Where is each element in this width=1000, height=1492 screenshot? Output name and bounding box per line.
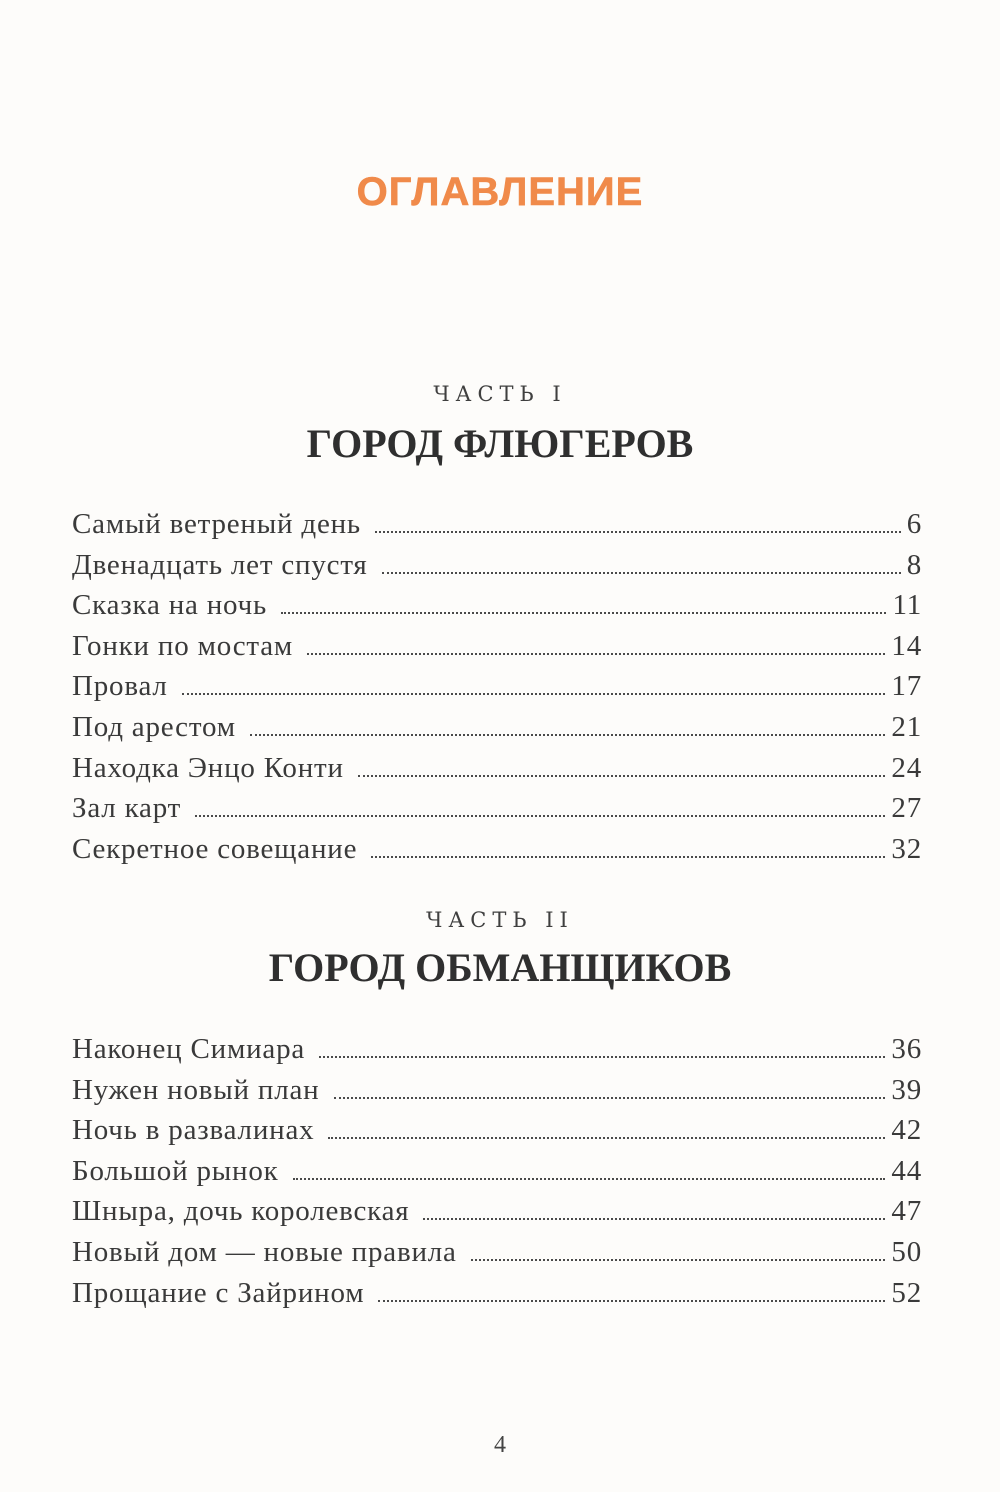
chapter-page-number: 11 [892,589,922,622]
toc-entry[interactable] [72,1277,922,1318]
chapter-page-number: 21 [891,710,922,743]
part-1-label: ЧАСТЬ I [433,382,567,406]
toc-entry[interactable] [72,752,922,793]
toc-entry[interactable] [72,1114,922,1155]
chapter-title: Наконец Симиара [72,1033,306,1065]
toc-entry[interactable] [72,1074,922,1115]
toc-entry[interactable] [72,1033,922,1074]
dot-leader [375,531,901,533]
chapter-title: Нужен новый план [72,1073,320,1106]
dot-leader [328,1137,885,1139]
chapter-page-number: 36 [891,1033,922,1065]
toc-entry[interactable] [72,549,922,590]
toc-entry[interactable] [72,1236,922,1277]
part-2-title: ГОРОД ОБМАНЩИКОВ [268,945,732,990]
dot-leader [471,1259,886,1261]
chapter-title: Зал карт [72,792,182,825]
chapter-title: Провал [72,670,168,703]
chapter-title: Секретное совещание [72,832,358,865]
dot-leader [182,693,886,695]
chapter-page-number: 24 [891,751,922,784]
chapter-page-number: 27 [891,792,922,825]
toc-entry[interactable] [72,630,922,671]
dot-leader [250,734,886,736]
chapter-page-number: 52 [891,1276,922,1309]
dot-leader [319,1056,885,1058]
toc-entry[interactable] [72,670,922,711]
toc-entry[interactable] [72,833,922,874]
chapter-page-number: 32 [891,832,922,865]
toc-entry[interactable] [72,792,922,833]
chapter-title: Новый дом — новые правила [72,1235,457,1268]
dot-leader [334,1097,886,1099]
chapter-title: Прощание с Зайрином [72,1276,365,1309]
chapter-title: Ночь в развалинах [72,1114,315,1147]
toc-entry[interactable] [72,711,922,752]
chapter-title: Сказка на ночь [72,589,268,622]
part-2-chapter-list [72,1033,922,1317]
chapter-title: Самый ветреный день [72,508,361,540]
chapter-page-number: 6 [906,508,922,540]
chapter-page-number: 14 [891,629,922,662]
toc-entry[interactable] [72,589,922,630]
chapter-title: Находка Энцо Конти [72,751,344,784]
chapter-page-number: 17 [891,670,922,703]
toc-entry[interactable] [72,1155,922,1196]
chapter-title: Двенадцать лет спустя [72,548,368,581]
dot-leader [382,572,901,574]
dot-leader [293,1178,886,1180]
chapter-page-number: 50 [891,1235,922,1268]
part-2-label: ЧАСТЬ II [426,908,574,932]
dot-leader [195,815,885,817]
chapter-page-number: 47 [891,1195,922,1228]
chapter-title: Большой рынок [72,1154,279,1187]
chapter-page-number: 39 [891,1073,922,1106]
dot-leader [378,1300,885,1302]
page-title: ОГЛАВЛЕНИЕ [356,170,644,214]
chapter-page-number: 8 [906,548,922,581]
dot-leader [423,1218,885,1220]
dot-leader [307,653,885,655]
dot-leader [371,856,885,858]
dot-leader [358,775,886,777]
chapter-title: Гонки по мостам [72,629,294,662]
chapter-page-number: 42 [891,1114,922,1147]
toc-entry[interactable] [72,1195,922,1236]
chapter-title: Под арестом [72,710,236,743]
page-number: 4 [494,1432,506,1458]
toc-entry[interactable] [72,508,922,549]
dot-leader [281,612,886,614]
chapter-title: Шныра, дочь королевская [72,1195,410,1228]
part-1-title: ГОРОД ФЛЮГЕРОВ [306,421,694,466]
chapter-page-number: 44 [891,1154,922,1187]
part-1-chapter-list [72,508,922,873]
